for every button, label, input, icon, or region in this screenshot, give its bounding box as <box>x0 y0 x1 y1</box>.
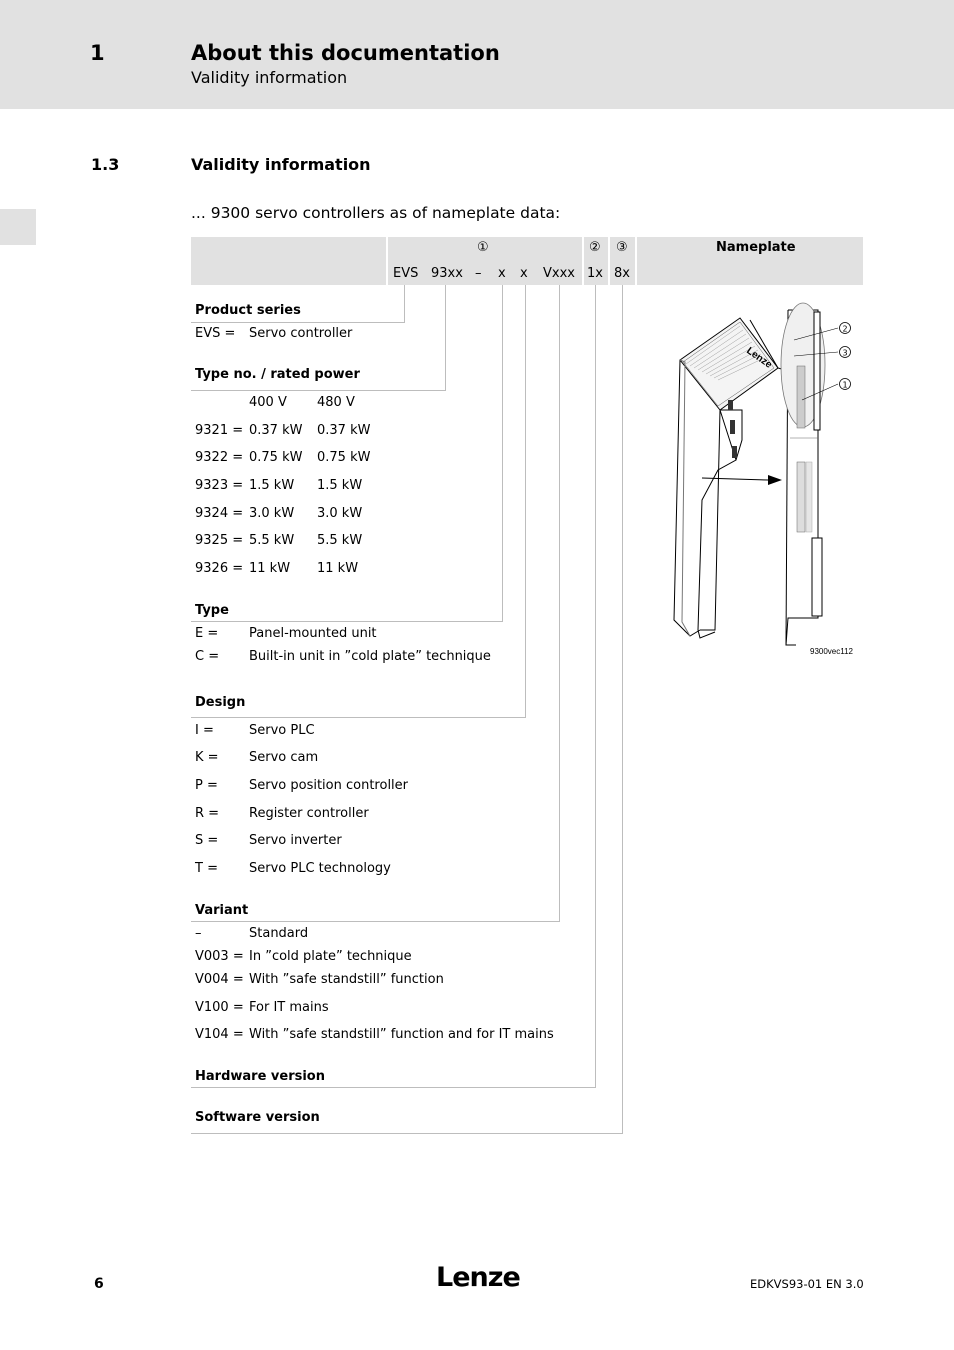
section-intro: ... 9300 servo controllers as of nameplate data: <box>191 204 561 222</box>
design-desc: Servo PLC <box>249 723 315 738</box>
bracket-vline-software <box>622 285 623 1134</box>
variant-title: Variant <box>195 903 249 918</box>
type-no-code: 9326 = <box>195 561 244 576</box>
figure-arrow-line <box>702 478 768 480</box>
code-header-band-left <box>191 237 386 285</box>
callout-1-digit: 1 <box>842 380 848 390</box>
nameplate-label: Nameplate <box>716 240 796 255</box>
type-title: Type <box>195 603 229 618</box>
design-desc: Servo cam <box>249 750 319 765</box>
bracket-hline-type-no <box>191 390 446 391</box>
type-desc: Panel-mounted unit <box>249 626 377 641</box>
type-no-power-400: 1.5 kW <box>249 478 295 493</box>
voltage-header-480: 480 V <box>317 395 355 410</box>
bracket-vline-product-series <box>404 285 405 323</box>
variant-code: – <box>195 926 202 941</box>
code-segment: x <box>520 266 528 281</box>
variant-desc: With ”safe standstill” function <box>249 972 444 987</box>
bracket-hline-hardware <box>191 1087 596 1088</box>
type-no-code: 9324 = <box>195 506 244 521</box>
chapter-number: 1 <box>90 41 105 65</box>
code-segment: – <box>475 266 482 281</box>
type-no-power-480: 5.5 kW <box>317 533 363 548</box>
type-no-code: 9321 = <box>195 423 244 438</box>
type-no-power-480: 0.75 kW <box>317 450 371 465</box>
variant-desc: For IT mains <box>249 1000 329 1015</box>
nameplate-label-drawing <box>781 303 838 645</box>
callout-3-digit: 3 <box>842 348 848 358</box>
bracket-hline-design <box>191 717 526 718</box>
variant-desc: In ”cold plate” technique <box>249 949 412 964</box>
bracket-hline-product-series <box>191 322 405 323</box>
design-code: T = <box>195 861 218 876</box>
design-code: K = <box>195 750 219 765</box>
product-series-title: Product series <box>195 303 301 318</box>
variant-code: V004 = <box>195 972 244 987</box>
type-no-power-400: 0.37 kW <box>249 423 303 438</box>
variant-desc: Standard <box>249 926 309 941</box>
document-code: EDKVS93-01 EN 3.0 <box>750 1277 864 1291</box>
chapter-subtitle: Validity information <box>191 68 348 87</box>
variant-code: V104 = <box>195 1027 244 1042</box>
code-segment: EVS <box>393 266 419 281</box>
device-nameplate-figure <box>660 300 860 660</box>
callout-2-digit: 2 <box>842 324 848 334</box>
design-code: P = <box>195 778 218 793</box>
bracket-vline-hardware <box>595 285 596 1088</box>
code-segment: Vxxx <box>543 266 575 281</box>
bracket-vline-variant <box>559 285 560 922</box>
design-title: Design <box>195 695 246 710</box>
figure-arrow-head <box>768 475 782 485</box>
design-desc: Register controller <box>249 806 369 821</box>
type-no-power-480: 11 kW <box>317 561 359 576</box>
variant-code: V100 = <box>195 1000 244 1015</box>
type-no-code: 9323 = <box>195 478 244 493</box>
type-code: E = <box>195 626 219 641</box>
code-segment: 93xx <box>431 266 463 281</box>
type-no-title: Type no. / rated power <box>195 367 360 382</box>
section-title: Validity information <box>191 155 371 174</box>
marker-2: ② <box>589 240 601 255</box>
type-no-power-400: 5.5 kW <box>249 533 295 548</box>
type-no-power-400: 11 kW <box>249 561 291 576</box>
bracket-hline-variant <box>191 921 560 922</box>
page-number: 6 <box>94 1276 104 1292</box>
chapter-title: About this documentation <box>191 41 500 65</box>
lenze-logo: Lenze <box>436 1262 520 1293</box>
code-segment: 8x <box>614 266 630 281</box>
variant-desc: With ”safe standstill” function and for IT mains <box>249 1027 554 1042</box>
software-version-title: Software version <box>195 1110 320 1125</box>
bracket-vline-type <box>502 285 503 622</box>
code-segment: x <box>498 266 506 281</box>
design-code: S = <box>195 833 219 848</box>
code-segment: 1x <box>587 266 603 281</box>
hardware-version-title: Hardware version <box>195 1069 325 1084</box>
type-desc: Built-in unit in ”cold plate” technique <box>249 649 491 664</box>
type-no-power-480: 0.37 kW <box>317 423 371 438</box>
voltage-header-400: 400 V <box>249 395 287 410</box>
type-no-power-400: 3.0 kW <box>249 506 295 521</box>
design-desc: Servo inverter <box>249 833 342 848</box>
marker-3: ③ <box>616 240 628 255</box>
marker-1: ① <box>477 240 489 255</box>
product-series-desc: Servo controller <box>249 326 353 341</box>
design-desc: Servo position controller <box>249 778 409 793</box>
device-brand-label: Lenze <box>744 345 774 371</box>
type-no-power-480: 1.5 kW <box>317 478 363 493</box>
bracket-vline-type-no <box>445 285 446 391</box>
variant-code: V003 = <box>195 949 244 964</box>
bracket-hline-software <box>191 1133 623 1134</box>
bracket-vline-design <box>525 285 526 718</box>
design-desc: Servo PLC technology <box>249 861 391 876</box>
type-no-code: 9325 = <box>195 533 244 548</box>
type-no-power-480: 3.0 kW <box>317 506 363 521</box>
side-tab-marker <box>0 209 36 245</box>
type-no-power-400: 0.75 kW <box>249 450 303 465</box>
section-number: 1.3 <box>91 155 120 174</box>
product-series-code: EVS = <box>195 326 236 341</box>
design-code: R = <box>195 806 220 821</box>
bracket-hline-type <box>191 621 503 622</box>
type-code: C = <box>195 649 220 664</box>
figure-caption: 9300vec112 <box>810 647 853 656</box>
type-no-code: 9322 = <box>195 450 244 465</box>
design-code: I = <box>195 723 214 738</box>
